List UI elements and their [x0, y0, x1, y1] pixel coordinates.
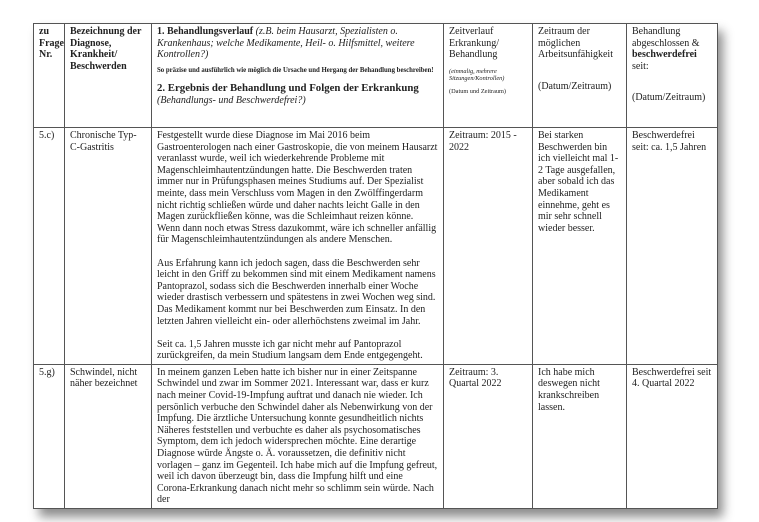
incapacity: Bei starken Beschwerden bin ich vielleicht mal 1-2 Tage ausgefallen, aber sobald ich das Medikament einnehme, geht es mir sehr schnell wieder besser. — [533, 128, 627, 365]
header-diagnosis-label: Bezeichnung der Diagnose, Krankheit/ Beschwerden — [70, 26, 142, 72]
header-course-hint2: (Behandlungs- und Beschwerdefrei?) — [157, 94, 306, 106]
header-free-pre: Behandlung abgeschlossen & — [632, 26, 700, 49]
course-paragraph: In meinem ganzen Leben hatte ich bisher nur in einer Zeitspanne Schwindel und zwar im Sommer 2021. Interessant war, dass er kurz nach meiner Covid-19-Impfung auftrat und danach nie wieder. Ich persönlich verbuche den Schwindel daher als Nebenwirkung von der Impfung. Die ärztliche Untersuchung konnte gesundheitlich nichts Näheres feststellen und verbuchte es daher als psychosomatisches Symptom, dem ich jedoch widersprechen möchte. Eine derartige Diagnose würde Ängste o. Ä. voraussetzen, die definitiv nicht vorlagen – ganz im Gegenteil. Ich habe mich auf die Impfung gefreut, weil ich davon überzeugt bin, dass die Impfung hilft und eine Corona-Erkrankung danach nicht mehr so schlimm sein würde. Nach der — [157, 366, 438, 506]
header-free-post: seit: — [632, 60, 649, 72]
question-nr: 5.g) — [34, 364, 65, 508]
document-page — [33, 23, 717, 509]
symptom-free-since: Beschwerdefrei seit: ca. 1,5 Jahren — [627, 128, 718, 365]
header-symptom-free — [627, 24, 718, 128]
treatment-course — [152, 128, 444, 365]
medical-history-table — [33, 23, 718, 509]
timeline: Zeitraum: 2015 - 2022 — [444, 128, 533, 365]
course-paragraph: Aus Erfahrung kann ich jedoch sagen, dass die Beschwerden sehr leicht in den Griff zu bekommen sind mit einem Medikament namens Pantoprazol, sodass sich die Beschwerden innerhalb einer Woche wieder drastisch verbessern und spätestens in zwei Wochen weg sind. Das Medikament kommt nur bei Beschwerden zum Einsatz. In den letzten Jahren vielleicht ein- oder allerhöchstens zweimal im Jahr. — [157, 257, 436, 327]
header-symptom-free-label — [632, 26, 712, 72]
symptom-free-since: Beschwerdefrei seit 4. Quartal 2022 — [627, 364, 718, 508]
table-row — [34, 364, 718, 508]
header-incapacity-label: Zeitraum der möglichen Arbeitsunfähigkeit — [538, 26, 613, 61]
header-course-hint1: (z.B. beim Hausarzt, Spezialisten o. Krankenhaus; welche Medikamente, Heil- o. Hilfsmittel, weitere Kontrollen?) — [157, 26, 415, 61]
header-course-part1 — [157, 26, 438, 61]
header-course-part2 — [157, 95, 438, 107]
table-row — [34, 128, 718, 365]
header-timeline — [444, 24, 533, 128]
header-question-nr — [34, 24, 65, 128]
header-incapacity — [533, 24, 627, 128]
header-diagnosis — [65, 24, 152, 128]
table-header-row — [34, 24, 718, 128]
header-course-title2: 2. Ergebnis der Behandlung und Folgen der Erkrankung — [157, 82, 419, 95]
header-course-title1: 1. Behandlungsverlauf — [157, 26, 254, 37]
incapacity: Ich habe mich deswegen nicht krankschreiben lassen. — [533, 364, 627, 508]
course-paragraph: Festgestellt wurde diese Diagnose im Mai 2016 beim Gastroenterologen nach einer Gastroskopie, die von meinem Hausarzt veranlasst wurde, weil ich wiederkehrende Probleme mit Magenschleimhautentzündungen hatte. Die Beschwerden traten immer nur in Prüfungsphasen meines Studiums auf. Der Spezialist meinte, dass mein Verschluss vom Magen in den Zwölffingerdarm nicht richtig schließen würde und daher nachts leicht Galle in den Magen zurückfließen könne, was die Schleimhaut reizen könne. Wenn dann noch etwas Stress dazukommt, wäre ich schneller anfällig für Magenschleimhautentzündungen als andere Menschen. — [157, 130, 438, 246]
header-timeline-label: Zeitverlauf Erkrankung/ Behandlung — [449, 26, 499, 61]
header-timeline-note: (Datum und Zeitraum) — [449, 87, 507, 95]
header-treatment-course — [152, 24, 444, 128]
diagnosis: Chronische Typ-C-Gastritis — [65, 128, 152, 365]
header-timeline-hint-wrap — [449, 68, 527, 83]
question-nr: 5.c) — [34, 128, 65, 365]
header-free-bold: beschwerdefrei — [632, 49, 697, 61]
timeline: Zeitraum: 3. Quartal 2022 — [444, 364, 533, 508]
header-question-nr-label: zu Frage Nr. — [39, 26, 64, 61]
header-incapacity-note: (Datum/Zeitraum) — [538, 80, 612, 92]
diagnosis: Schwindel, nicht näher bezeichnet — [65, 364, 152, 508]
header-course-note: So präzise und ausführlich wie möglich die Ursache und Hergang der Behandlung beschreiben! — [157, 66, 434, 74]
header-timeline-hint: (einmalig, mehrere Sitzungen/Kontrollen) — [449, 67, 505, 83]
course-paragraph: Seit ca. 1,5 Jahren musste ich gar nicht mehr auf Pantoprazol zurückgreifen, da mein Studium langsam dem Ende entgegengeht. — [157, 338, 423, 362]
treatment-course — [152, 364, 444, 508]
header-symptom-free-note: (Datum/Zeitraum) — [632, 92, 706, 104]
